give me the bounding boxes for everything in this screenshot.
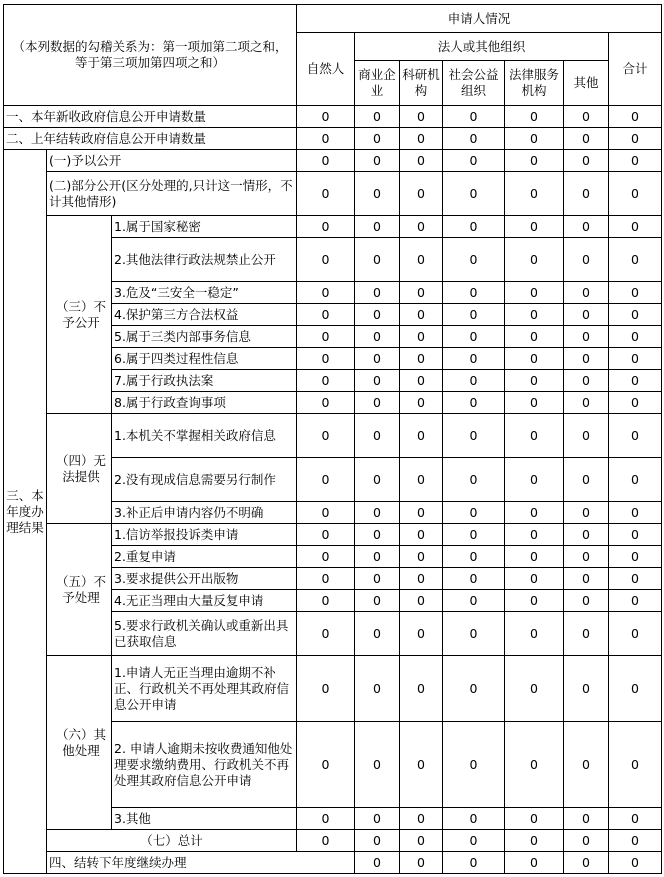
row-label: 2. 申请人逾期未按收费通知他处理要求缴纳费用、行政机关不再处理其政府信息公开申请 — [112, 722, 297, 808]
value-cell: 0 — [564, 568, 609, 590]
value-cell: 0 — [400, 568, 443, 590]
group-label-refuse: （三）不予公开 — [47, 216, 112, 414]
value-cell: 0 — [355, 458, 400, 502]
value-cell: 0 — [609, 238, 662, 282]
value-cell: 0 — [443, 414, 505, 458]
row-label: 6.属于四类过程性信息 — [112, 348, 297, 370]
row-label: （七）总计 — [47, 830, 297, 852]
value-cell: 0 — [609, 568, 662, 590]
value-cell: 0 — [564, 172, 609, 216]
value-cell: 0 — [355, 326, 400, 348]
header-note: （本列数据的勾稽关系为：第一项加第二项之和，等于第三项加第四项之和） — [4, 5, 297, 106]
value-cell: 0 — [400, 722, 443, 808]
value-cell: 0 — [609, 150, 662, 172]
value-cell: 0 — [297, 150, 355, 172]
value-cell: 0 — [564, 830, 609, 852]
value-cell: 0 — [609, 128, 662, 150]
row-label: (二)部分公开(区分处理的,只计这一情形，不计其他情形) — [47, 172, 297, 216]
value-cell: 0 — [443, 326, 505, 348]
value-cell: 0 — [564, 524, 609, 546]
value-cell: 0 — [443, 392, 505, 414]
value-cell: 0 — [564, 414, 609, 458]
value-cell: 0 — [297, 326, 355, 348]
value-cell: 0 — [355, 348, 400, 370]
row-label: 二、上年结转政府信息公开申请数量 — [4, 128, 297, 150]
row-label: 3.其他 — [112, 808, 297, 830]
value-cell: 0 — [443, 722, 505, 808]
value-cell: 0 — [400, 150, 443, 172]
value-cell: 0 — [297, 830, 355, 852]
value-cell: 0 — [505, 546, 564, 568]
value-cell: 0 — [564, 546, 609, 568]
group-label-no-process: （五）不予处理 — [47, 524, 112, 656]
value-cell: 0 — [355, 238, 400, 282]
row-label: 1.属于国家秘密 — [112, 216, 297, 238]
value-cell: 0 — [400, 590, 443, 612]
header-social: 社会公益组织 — [443, 61, 505, 106]
value-cell: 0 — [564, 392, 609, 414]
value-cell: 0 — [400, 392, 443, 414]
value-cell: 0 — [297, 414, 355, 458]
value-cell: 0 — [400, 106, 443, 128]
row-label: 3.补正后申请内容仍不明确 — [112, 502, 297, 524]
value-cell: 0 — [564, 106, 609, 128]
value-cell: 0 — [564, 128, 609, 150]
value-cell: 0 — [505, 722, 564, 808]
row-label: 2.其他法律行政法规禁止公开 — [112, 238, 297, 282]
value-cell: 0 — [400, 502, 443, 524]
value-cell: 0 — [505, 304, 564, 326]
value-cell: 0 — [355, 830, 400, 852]
value-cell: 0 — [400, 370, 443, 392]
value-cell: 0 — [505, 524, 564, 546]
header-other: 其他 — [564, 61, 609, 106]
value-cell: 0 — [297, 392, 355, 414]
value-cell: 0 — [609, 524, 662, 546]
value-cell: 0 — [443, 172, 505, 216]
value-cell: 0 — [400, 612, 443, 656]
value-cell: 0 — [443, 458, 505, 502]
value-cell: 0 — [505, 414, 564, 458]
value-cell: 0 — [609, 458, 662, 502]
row-label: 3.要求提供公开出版物 — [112, 568, 297, 590]
value-cell: 0 — [609, 830, 662, 852]
header-applicant: 申请人情况 — [297, 5, 662, 33]
row-label: 四、结转下年度继续办理 — [47, 852, 355, 874]
value-cell: 0 — [297, 590, 355, 612]
value-cell: 0 — [355, 524, 400, 546]
value-cell: 0 — [297, 612, 355, 656]
value-cell: 0 — [355, 106, 400, 128]
value-cell: 0 — [505, 502, 564, 524]
value-cell: 0 — [400, 238, 443, 282]
value-cell: 0 — [505, 282, 564, 304]
value-cell: 0 — [400, 656, 443, 722]
row-label: 1.申请人无正当理由逾期不补正、行政机关不再处理其政府信息公开申请 — [112, 656, 297, 722]
value-cell: 0 — [355, 414, 400, 458]
value-cell: 0 — [400, 326, 443, 348]
group-label-unable: （四）无法提供 — [47, 414, 112, 524]
value-cell: 0 — [400, 852, 443, 874]
value-cell: 0 — [564, 502, 609, 524]
value-cell: 0 — [443, 524, 505, 546]
value-cell: 0 — [564, 458, 609, 502]
row-label: 1.本机关不掌握相关政府信息 — [112, 414, 297, 458]
value-cell: 0 — [297, 656, 355, 722]
value-cell: 0 — [443, 502, 505, 524]
value-cell: 0 — [609, 590, 662, 612]
value-cell: 0 — [443, 238, 505, 282]
value-cell: 0 — [609, 326, 662, 348]
value-cell: 0 — [443, 546, 505, 568]
value-cell: 0 — [505, 392, 564, 414]
value-cell: 0 — [443, 568, 505, 590]
value-cell: 0 — [609, 546, 662, 568]
value-cell: 0 — [355, 612, 400, 656]
row-label: 4.无正当理由大量反复申请 — [112, 590, 297, 612]
value-cell: 0 — [564, 304, 609, 326]
header-natural-person: 自然人 — [297, 33, 355, 106]
value-cell: 0 — [297, 524, 355, 546]
value-cell: 0 — [355, 546, 400, 568]
value-cell: 0 — [355, 808, 400, 830]
value-cell: 0 — [297, 128, 355, 150]
value-cell: 0 — [505, 348, 564, 370]
value-cell: 0 — [297, 808, 355, 830]
value-cell: 0 — [505, 590, 564, 612]
value-cell: 0 — [564, 150, 609, 172]
value-cell: 0 — [564, 282, 609, 304]
value-cell: 0 — [505, 106, 564, 128]
value-cell: 0 — [443, 128, 505, 150]
row-label: 2.没有现成信息需要另行制作 — [112, 458, 297, 502]
value-cell: 0 — [505, 568, 564, 590]
header-research: 科研机构 — [400, 61, 443, 106]
value-cell: 0 — [443, 348, 505, 370]
row-label: 1.信访举报投诉类申请 — [112, 524, 297, 546]
value-cell: 0 — [355, 502, 400, 524]
value-cell: 0 — [400, 808, 443, 830]
value-cell: 0 — [355, 282, 400, 304]
value-cell: 0 — [355, 370, 400, 392]
header-legal-service: 法律服务机构 — [505, 61, 564, 106]
value-cell: 0 — [355, 722, 400, 808]
value-cell: 0 — [443, 656, 505, 722]
value-cell: 0 — [400, 524, 443, 546]
value-cell: 0 — [400, 304, 443, 326]
value-cell: 0 — [355, 568, 400, 590]
value-cell: 0 — [505, 326, 564, 348]
value-cell: 0 — [355, 150, 400, 172]
value-cell: 0 — [609, 722, 662, 808]
value-cell: 0 — [297, 722, 355, 808]
value-cell: 0 — [297, 458, 355, 502]
value-cell: 0 — [609, 370, 662, 392]
value-cell: 0 — [505, 808, 564, 830]
value-cell: 0 — [355, 172, 400, 216]
value-cell: 0 — [564, 238, 609, 282]
value-cell: 0 — [355, 128, 400, 150]
row-label: 3.危及“三安全一稳定” — [112, 282, 297, 304]
value-cell: 0 — [609, 304, 662, 326]
value-cell: 0 — [400, 546, 443, 568]
value-cell: 0 — [355, 216, 400, 238]
value-cell: 0 — [297, 502, 355, 524]
value-cell: 0 — [297, 348, 355, 370]
value-cell: 0 — [355, 304, 400, 326]
value-cell: 0 — [609, 414, 662, 458]
value-cell: 0 — [443, 370, 505, 392]
value-cell: 0 — [505, 830, 564, 852]
row-label: 4.保护第三方合法权益 — [112, 304, 297, 326]
value-cell: 0 — [297, 216, 355, 238]
value-cell: 0 — [609, 502, 662, 524]
row-label: 5.属于三类内部事务信息 — [112, 326, 297, 348]
value-cell: 0 — [564, 590, 609, 612]
value-cell: 0 — [297, 546, 355, 568]
value-cell: 0 — [505, 370, 564, 392]
value-cell: 0 — [400, 128, 443, 150]
value-cell: 0 — [564, 326, 609, 348]
value-cell: 0 — [297, 106, 355, 128]
value-cell: 0 — [505, 150, 564, 172]
value-cell: 0 — [609, 852, 662, 874]
value-cell: 0 — [505, 128, 564, 150]
value-cell: 0 — [564, 722, 609, 808]
value-cell: 0 — [400, 458, 443, 502]
value-cell: 0 — [443, 590, 505, 612]
value-cell: 0 — [443, 830, 505, 852]
row-label: 5.要求行政机关确认或重新出具已获取信息 — [112, 612, 297, 656]
value-cell: 0 — [505, 458, 564, 502]
header-commercial: 商业企业 — [355, 61, 400, 106]
value-cell: 0 — [609, 216, 662, 238]
value-cell: 0 — [355, 590, 400, 612]
value-cell: 0 — [564, 216, 609, 238]
value-cell: 0 — [505, 656, 564, 722]
value-cell: 0 — [297, 568, 355, 590]
value-cell: 0 — [355, 656, 400, 722]
value-cell: 0 — [297, 304, 355, 326]
value-cell: 0 — [609, 808, 662, 830]
value-cell: 0 — [443, 106, 505, 128]
value-cell: 0 — [505, 612, 564, 656]
value-cell: 0 — [609, 172, 662, 216]
value-cell: 0 — [609, 282, 662, 304]
value-cell: 0 — [400, 830, 443, 852]
value-cell: 0 — [564, 656, 609, 722]
row-label: (一)予以公开 — [47, 150, 297, 172]
value-cell: 0 — [505, 216, 564, 238]
value-cell: 0 — [443, 216, 505, 238]
row-label: 7.属于行政执法案 — [112, 370, 297, 392]
value-cell: 0 — [297, 172, 355, 216]
value-cell: 0 — [400, 414, 443, 458]
value-cell: 0 — [505, 238, 564, 282]
value-cell: 0 — [443, 612, 505, 656]
value-cell: 0 — [355, 392, 400, 414]
value-cell: 0 — [443, 808, 505, 830]
value-cell: 0 — [564, 370, 609, 392]
group-label-other: （六）其他处理 — [47, 656, 112, 830]
value-cell: 0 — [400, 282, 443, 304]
value-cell: 0 — [400, 172, 443, 216]
value-cell: 0 — [564, 852, 609, 874]
value-cell: 0 — [609, 392, 662, 414]
value-cell: 0 — [443, 150, 505, 172]
header-legal-group: 法人或其他组织 — [355, 33, 609, 61]
row-label: 2.重复申请 — [112, 546, 297, 568]
value-cell: 0 — [297, 282, 355, 304]
value-cell: 0 — [609, 106, 662, 128]
value-cell: 0 — [505, 852, 564, 874]
value-cell: 0 — [564, 348, 609, 370]
value-cell: 0 — [297, 370, 355, 392]
value-cell: 0 — [564, 612, 609, 656]
value-cell: 0 — [355, 852, 400, 874]
value-cell: 0 — [505, 172, 564, 216]
row-label: 8.属于行政查询事项 — [112, 392, 297, 414]
value-cell: 0 — [564, 808, 609, 830]
value-cell: 0 — [400, 216, 443, 238]
result-group-label: 三、本年度办理结果 — [4, 150, 47, 874]
value-cell: 0 — [443, 852, 505, 874]
row-label: 一、本年新收政府信息公开申请数量 — [4, 106, 297, 128]
value-cell: 0 — [400, 348, 443, 370]
value-cell: 0 — [609, 656, 662, 722]
value-cell: 0 — [297, 238, 355, 282]
value-cell: 0 — [443, 282, 505, 304]
disclosure-table — [3, 4, 662, 874]
header-total: 合计 — [609, 33, 662, 106]
value-cell: 0 — [609, 612, 662, 656]
value-cell: 0 — [443, 304, 505, 326]
value-cell: 0 — [609, 348, 662, 370]
